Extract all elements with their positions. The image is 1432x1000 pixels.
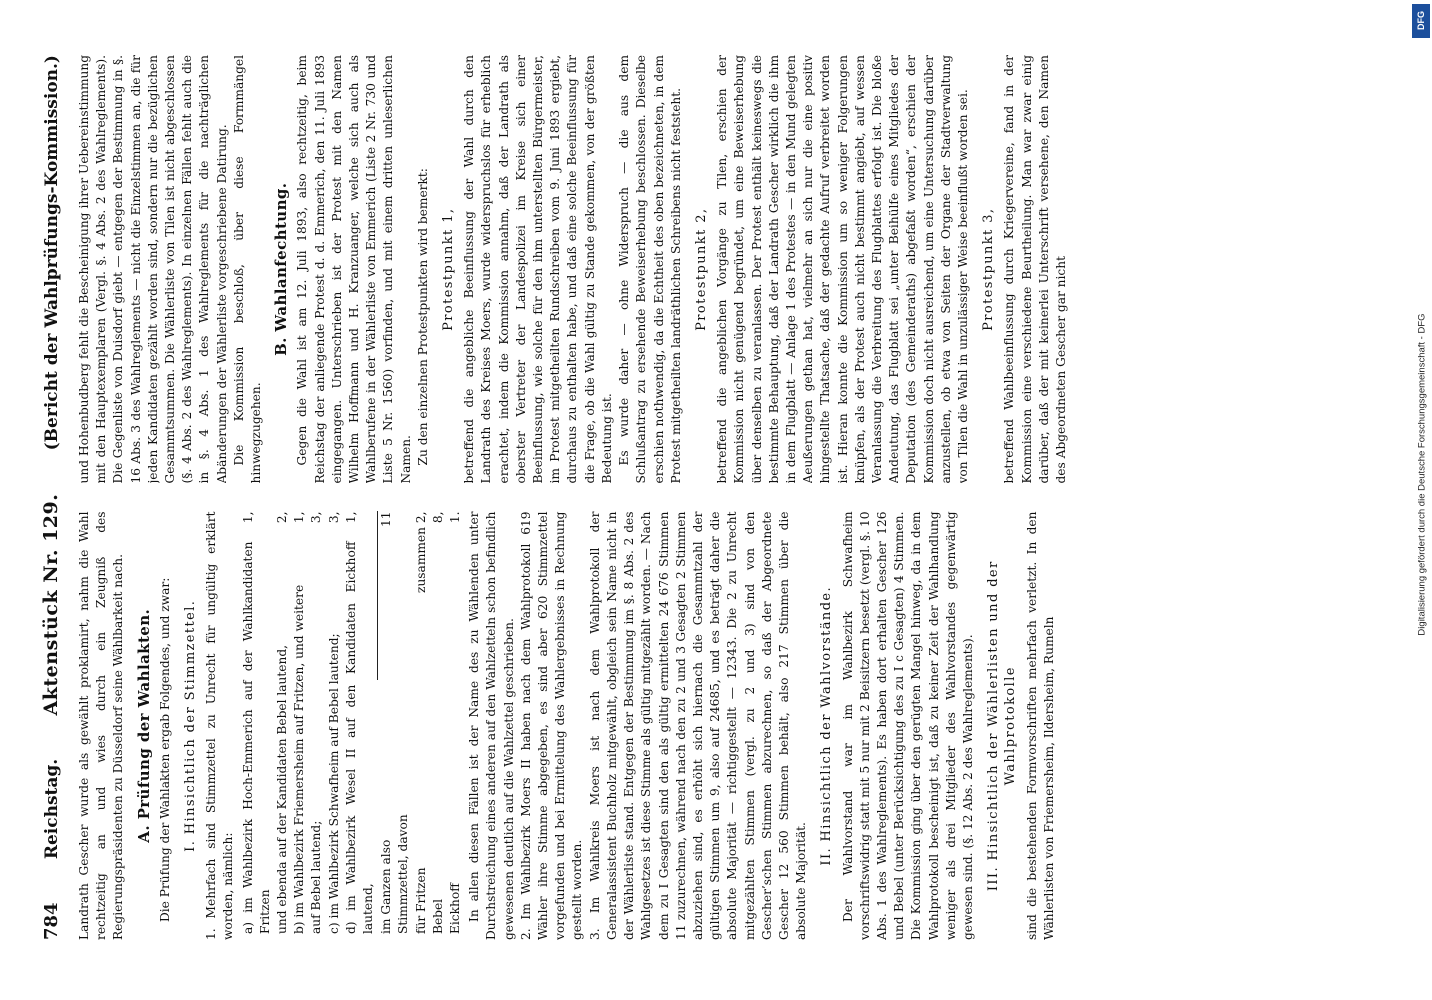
paragraph: Gegen die Wahl ist am 12. Juli 1893, also rechtzeitig, beim Reichstag der anliegende Protest d. d. Emmerich, den 11. Juli 1893 eingegangen. Unterschrieben ist der Protest mit den Namen Wilhelm Hoffmann und H. Kranzuanger, welche sich auch als Wahlberufene in der Wählerliste von Emmerich (Liste 2 Nr. 730 und Liste 5 Nr. 1560) vorfinden, und mit einem dritten unleserlichen Namen. bbox=[295, 55, 413, 484]
list-item: auf Bebel lautend; 3, bbox=[309, 511, 324, 934]
subsection-heading: II. Hinsichtlich der Wahlvorstände. bbox=[819, 585, 835, 866]
protest-point-heading: Protestpunkt 1, bbox=[441, 207, 457, 331]
header-left: Reichstag. bbox=[42, 758, 62, 860]
list-total: im Ganzen also 11 bbox=[379, 511, 394, 934]
list-item: d) im Wahlbezirk Wesel II auf den Kandidaten Eickhoff lautend, 1, bbox=[343, 511, 376, 934]
list-item: und ebenda auf der Kandidaten Bebel lautend, 2, bbox=[275, 511, 290, 934]
paragraph: 3. Im Wahlkreis Moers ist nach dem Wahlprotokoll der Generalassistent Buchholz mitgewählt, obgleich sein Name nicht in der Wählerliste stand. Entgegen der Bestimmung im §. 8 Abs. 2 des Wahlgesetzes ist diese Stimme als gültig mitgezählt worden. — Nach dem zu I Gesagten sind den als gültig ermittelten 24 676 Stimmen 11 zuzurechnen, während nach den zu 2 und 3 Gesagten 2 Stimmen abzuziehen sind, es erhöht sich hiernach die Gesammtzahl der gültigen Stimmen um 9, also auf 24685, und es beträgt daher die absolute Majorität — richtiggestellt — 12343. Die 2 zu Unrecht mitgezählten Stimmen (vergl. zu 2 und 3) sind von den Gescher’schen Stimmen abzurechnen, so daß der Abgeordnete Gescher 12 560 Stimmen behält, also 217 Stimmen über die absolute Majorität. bbox=[587, 511, 809, 940]
dfg-logo: DFG bbox=[1412, 4, 1430, 38]
page-header bbox=[40, 55, 62, 940]
paragraph: sind die bestehenden Formvorschriften mehrfach verletzt. In den Wählerlisten von Friemersheim, Ildersheim, Rumeln bbox=[1024, 511, 1056, 940]
paragraph: Der Wahlvorstand war im Wahlbezirk Schwafheim vorschriftswidrig statt mit 5 nur mit 2 Beisitzern besetzt (vergl. §. 10 Abs. 1 des Wahlreglements). Es haben dort erhalten Gescher 126 und Bebel (unter Berücksichtigung des zu I c Gesagten) 4 Stimmen. Die Kommission ging über den gerügten Mangel hinweg, da in dem Wahlprotokoll bescheinigt ist, daß zu keiner Zeit der Wahlhandlung weniger als drei Mitglieder des Wahlvorstandes gegenwärtig gewesen sind. (§. 12 Abs. 2 des Wahlreglements). bbox=[840, 511, 975, 940]
digitization-sidebar bbox=[1408, 0, 1432, 1000]
list-item: a) im Wahlbezirk Hoch-Emmerich auf der Wahlkandidaten Fritzen 1, bbox=[240, 511, 272, 934]
list-item: für Fritzen zusammen 2, bbox=[413, 511, 428, 934]
section-heading-a: A. Prüfung der Wahlakten. bbox=[134, 608, 153, 843]
column-right bbox=[76, 55, 1336, 484]
digitization-credit: Digitalisierung gefördert durch die Deutsche Forschungsgemeinschaft - DFG bbox=[1416, 313, 1428, 636]
paragraph: Die Kommission beschloß, über diese Formmängel hinwegzugehen. bbox=[231, 55, 264, 484]
column-left bbox=[76, 512, 1336, 941]
paragraph: betreffend Wahlbeeinflussung durch Kriegervereine, fand in der Kommission eine verschiedene Beurtheilung. Man war zwar einig darüber, daß der mit keinerlei Unterschrift versehene, den Namen des Abgeordneten Gescher gar nicht bbox=[1002, 55, 1068, 484]
protest-point-heading: Protestpunkt 2, bbox=[693, 207, 709, 331]
paragraph: 1. Mehrfach sind Stimmzettel zu Unrecht für ungültig erklärt worden, nämlich: bbox=[204, 511, 236, 940]
subsection-heading: III. Hinsichtlich der Wählerlisten und der Wahlprotokolle bbox=[986, 560, 1019, 892]
page-number: 784 bbox=[41, 902, 62, 940]
paragraph: 2. Im Wahlbezirk Moers II haben nach dem Wahlprotokoll 619 Wähler ihre Stimme abgegeben, es sind aber 620 Stimmzettel vorgefunden und bei Ermittelung des Wahlergebnisses in Rechnung gestellt worden. bbox=[518, 511, 585, 940]
list-item: b) im Wahlbezirk Friemersheim auf Fritzen, und weitere 1, bbox=[292, 511, 307, 934]
paragraph: Es wurde daher — ohne Widerspruch — die aus dem Schlußantrag zu ersehende Beweiserhebung beschlossen. Dieselbe erschien nothwendig, da die Echtheit des oben bezeichneten, in dem Protest mitgetheilten landräthlichen Schreibens nicht feststeht. bbox=[617, 55, 683, 484]
paragraph: und Hohenbudberg fehlt die Bescheinigung ihrer Uebereinstimmung mit den Hauptexemplaren (Vergl. §. 4 Abs. 2 des Wahlreglements). Die Gegenliste von Duisdorf giebt — entgegen der Bestimmung in §. 16 Abs. 3 des Wahlreglements — nicht die Einzelstimmen an, die für jeden Kandidaten gezählt worden sind, sondern nur die bezüglichen Gesammtsummen. Die Wählerliste von Tilen ist nicht abgeschlossen (§. 4 Abs. 2 des Wahlreglements). In einzelnen Fällen fehlt auch die in §. 4 Abs. 1 des Wahlreglements für die nachträglichen Abänderungen der Wählerliste vorgeschriebene Datirung. bbox=[77, 55, 229, 484]
header-title: Aktenstück Nr. 129. bbox=[40, 493, 62, 716]
paragraph: In allen diesen Fällen ist der Name des zu Wählenden unter Durchstreichung eines anderen auf den Wahlzetteln schon befindlich gewesenen deutlich auf die Wahlzettel geschrieben. bbox=[467, 511, 516, 940]
paragraph: Landrath Gescher wurde als gewählt proklamirt, nahm die Wahl rechtzeitig an und wies durch ein Zeugniß des Regierungspräsidenten zu Düsseldorf seine Wählbarkeit nach. bbox=[77, 511, 126, 940]
header-right: (Bericht der Wahlprüfungs-Kommission.) bbox=[42, 55, 62, 451]
protest-point-heading: Protestpunkt 3, bbox=[981, 207, 997, 331]
section-heading-b: B. Wahlanfechtung. bbox=[272, 182, 291, 356]
list-item: Eickhoff 1. bbox=[448, 511, 463, 934]
paragraph: betreffend die angeblichen Vorgänge zu Tilen, erschien der Kommission nicht genügend begründet, um eine Beweiserhebung über denselben zu veranlassen. Der Protest enthält keineswegs die bestimmte Behauptung, daß der Landrath Gescher wirklich die ihm in dem Flugblatt — Anlage 1 des Protestes — in den Mund gelegten Aeußerungen gethan hat, vielmehr an sich nur die eine positiv hingestellte Thatsache, daß der gedachte Aufruf verbreitet worden ist. Hieran konnte die Kommission um so weniger Folgerungen knüpfen, als der Protest auch nicht bestimmt angiebt, auf wessen Veranlassung die Verbreitung des Flugblattes erfolgt ist. Die bloße Andeutung, das Flugblatt sei „unter Beihülfe eines Mitgliedes der Deputation (des Gemeinderaths) abgefaßt worden“, erschien der Kommission doch nicht ausreichend, um eine Untersuchung darüber anzustellen, ob etwa von Seiten der Organe der Stadtverwaltung von Tilen die Wahl in unzulässiger Weise beeinflußt worden sei. bbox=[715, 55, 970, 484]
subsection-heading: I. Hinsichtlich der Stimmzettel. bbox=[183, 599, 199, 852]
list-item: Stimmzettel, davon bbox=[396, 814, 411, 934]
paragraph: Die Prüfung der Wahlakten ergab Folgendes, und zwar: bbox=[157, 577, 172, 922]
list-item: Bebel 8, bbox=[430, 511, 445, 934]
ballot-list bbox=[240, 512, 465, 935]
list-item: c) im Wahlbezirk Schwafheim auf Bebel lautend; 3, bbox=[326, 511, 341, 934]
paragraph: Zu den einzelnen Protestpunkten wird bemerkt: bbox=[415, 168, 430, 466]
paragraph: betreffend die angebliche Beeinflussung der Wahl durch den Landrath des Kreises Moers, wurde widerspruchslos für erheblich erachtet, indem die Kommission annahm, daß der Landrath als oberster Vertreter der Landespolizei im Kreise sich einer Beeinflussung, wie solche für den ihm unterstellten Bürgermeister, im Protest mitgetheilten Rundschreiben vom 9. Juni 1893 ergiebt, durchaus zu enthalten habe, und daß eine solche Beeinflussung für die Frage, ob die Wahl gültig zu Stande gekommen, von der größten Bedeutung ist. bbox=[462, 55, 614, 484]
